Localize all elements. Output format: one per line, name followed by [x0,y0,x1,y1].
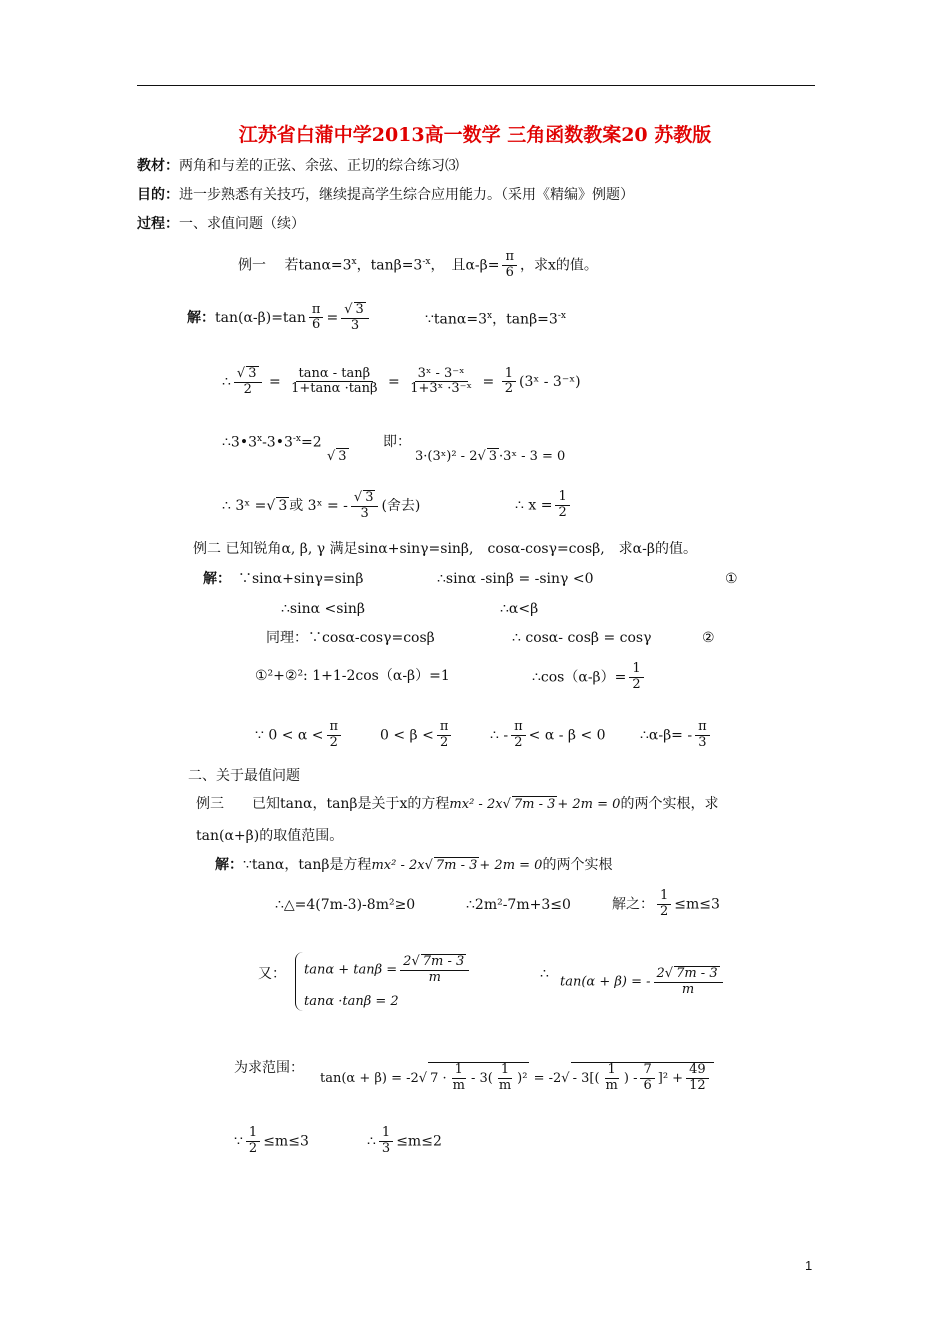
ex3-sys1-frac: $\frac{2√ 7m - 3}{m}$ [400,954,469,986]
ex3-q-b: 的两个实根，求 [620,796,719,812]
ex1-s3-right: 3·(3ˣ)² - 2√ 3 ·3ˣ - 3 = 0 [415,449,566,464]
ex2-l5c-tail: < α - β < 0 [528,727,606,744]
ex1-s1-rd: 3 [350,317,360,333]
mudi-text: 进一步熟悉有关技巧，继续提高学生综合应用能力。（采用《精编》例题） [179,187,634,203]
ex2-l5a [255,720,344,751]
ex1-s3-right-a: 3·(3ˣ)² - 2 [415,449,478,464]
ex1-q-frac [502,250,517,281]
ex3-r-in2: - 3( [470,1070,493,1086]
ex2-l5d-fn: π [695,720,710,736]
ex3-f1a: ∵ [234,1133,243,1150]
ex2-l4-fn: 1 [629,662,643,678]
ex3-final-1 [234,1126,309,1157]
ex3-r-frac3-d: m [605,1077,618,1093]
ex3-r-in6: ) - [623,1070,638,1086]
ex1-q-frac-n: π [502,250,517,266]
ex1-s1: tan(α-β)=tan [215,309,306,326]
ex1-s2-f2n: tanα - tanβ [296,367,374,383]
ex1-s1-eq: = [326,309,339,326]
ex1-s2-f3 [407,367,475,398]
ex3-r-root2: - 3[( $\frac{1}{m}$ ) - $\frac{7}{6}$ ]² + $\frac{49}{12}$ [571,1062,714,1094]
page-title: 江苏省白蒲中学2013高一数学 三角函数教案20 苏教版 [238,124,712,146]
ex1-s4-or: 或 3ˣ = - [289,497,348,514]
ex1-s4-rfrac [555,490,569,521]
ex3-r-in4: - 3 [572,1070,590,1086]
ex2-l5c-fn: π [511,720,526,736]
ex1-s3-sup1: x [256,434,263,444]
ex1-s3-right-tail: ·3ˣ - 3 = 0 [499,449,566,464]
ex1-s4-rd: 2 [558,504,567,520]
ex3-res-root: 7m - 3 [676,966,718,981]
ex1-s4-frac: $\frac{√ 3}{3}$ [351,490,379,522]
ex1-s2-therefore: ∴ [222,373,231,390]
ex1-s1-root-frac: $\frac{√ 3}{3}$ [341,302,369,334]
ex2-l4-frac [629,662,643,693]
ex3-you: 又： [258,966,286,982]
ex3-q-eq2: + 2m = 0 [557,797,621,812]
ex3-s1b: 的两个实根 [542,857,613,873]
ex3-s2a: ∴△=4(7m-3)-8m²≥0 [275,897,416,913]
ex3-s1-eq2: + 2m = 0 [479,858,543,873]
ex3-range-expr: tan(α + β) = -2√ 7 · $\frac{1}{m}$ - 3( $\frac{1}{m}$ )² = -2√ - 3[( $\frac{1}{m}$ ) - $\frac{7}{6}$ ]² + $\frac{49}{12}$ [320,1062,714,1094]
ex1-question [238,250,598,281]
ex1-q-d: ，求x的值。 [520,257,598,274]
ex1-s3-ji: 即： [383,434,411,450]
ex3-then: ∴ [540,966,549,982]
ex1-s3-root-val: 3 [338,449,347,464]
ex2-l5a-text: ∵ 0 < α < [255,727,324,744]
ex1-s3-mid: -3•3 [262,434,293,451]
ex1-q-a: 例一 若tanα=3 [238,257,352,274]
ex1-s4-she: (舍去) [381,497,421,514]
ex3-sys1-d: m [428,969,441,985]
ex3-f2-frac [379,1126,393,1157]
ex1-sol-2: ∴ $\frac{√ 3}{2}$ = $\frac{\tan\alpha - \tan\beta}{1+\tan\alpha \cdot\tan\beta}$ = $\frac{\text{3ˣ - 3⁻ˣ}}{\text{1+3ˣ ·3⁻ˣ}}$ = $\frac{1}{2}$ (3ˣ - 3⁻ˣ) [222,365,581,397]
ex3-r-root1 [428,1062,529,1094]
ex1-s1-right-sup1: x [487,311,493,321]
ex1-q-sup2: -x [422,256,431,267]
mudi-label: 目的： [137,187,179,203]
ex3-r-frac3 [603,1063,621,1094]
ex3-r-frac5 [686,1063,709,1094]
ex1-sol-1 [187,302,372,334]
ex1-s1-fd: 6 [312,317,321,333]
ex2-l5b [380,720,454,751]
ex1-s2-f1: $\frac{√ 3}{2}$ [234,366,262,398]
ex1-s3-right-root: 3 [488,449,498,464]
ex3-f1-tail: ≤m≤3 [263,1133,309,1150]
ex3-r-frac2-d: m [498,1077,512,1093]
ex3-range-label: 为求范围： [234,1060,304,1076]
jiaocai-line [137,158,459,175]
ex1-s2-f2d: 1+tanα ·tanβ [291,381,378,397]
ex3-r-a: tan(α + β) = -2 [320,1070,419,1086]
ex1-s1-rn: 3 [355,302,364,317]
jiaocai-text: 两角和与差的正弦、余弦、正切的综合练习⑶ [179,158,459,174]
ex1-s1-right-a: ∵tanα=3 [425,311,487,328]
ex3-s2c [612,889,720,920]
ex2-l4: ①²+②²: 1+1-2cos（α-β）=1 [255,668,450,684]
ex3-system-brace [295,952,472,1011]
ex3-r-frac5-d: 12 [689,1077,706,1093]
ex2-l5b-text: 0 < β < [380,727,434,744]
ex1-s4-rn: 1 [555,490,569,506]
ex2-question: 例二 已知锐角α, β, γ 满足sinα+sinγ=sinβ, cosα-cosγ=cosβ, 求α-β的值。 [193,541,697,557]
ex3-r-in1: 7 · [430,1070,447,1086]
ex3-sys1-root: 7m - 3 [422,954,465,969]
ex2-l4b [532,662,647,693]
ex2-l5b-frac [437,720,452,751]
ex3-f1-frac [246,1126,260,1157]
ex1-s4-root: 3 [278,497,288,514]
ex2-l5c [490,720,606,751]
ex2-l3b: ∴ cosα- cosβ = cosγ [512,630,652,646]
ex2-sol-label: 解： [203,571,224,587]
ex2-c2: ② [702,630,715,646]
ex3-sys1: tanα + tanβ = [304,962,398,978]
ex1-sol-label: 解： [187,309,215,326]
ex1-s2-f4n: 1 [502,367,516,383]
ex2-l2: ∴sinα <sinβ [281,601,365,617]
ex1-q-sup1: x [351,256,357,267]
ex3-r-in5: ( [594,1070,600,1086]
ex3-r-frac3-n: 1 [605,1063,619,1079]
ex3-r-frac2 [496,1063,514,1094]
ex1-s4-left: ∴ 3ˣ = [222,497,267,514]
ex2-l4-fd: 2 [632,676,641,692]
ex1-s3-root: √ 3 [327,449,347,464]
guocheng-text: 一、求值问题（续） [179,216,305,232]
ex2-l5a-fd: 2 [329,734,338,750]
ex2-l5d-frac [695,720,710,751]
ex3-result [560,966,726,998]
ex1-sol-4-right [515,490,573,521]
ex3-q-line2: tan(α+β)的取值范围。 [196,828,344,844]
ex3-f2a: ∴ [367,1133,376,1150]
ex1-sol-1-right [425,311,566,328]
ex1-q-c: ， 且α-β= [430,257,500,274]
ex1-s3-sup2: -x [292,434,301,444]
ex3-r-frac1 [450,1063,468,1094]
ex2-l5d-fd: 3 [698,734,707,750]
ex1-s1-fn: π [309,303,324,319]
ex3-s2c-tail: ≤m≤3 [674,896,720,913]
ex3-r-frac4-n: 7 [640,1063,654,1079]
ex1-s1-right-b: ，tanβ=3 [492,311,558,328]
jiaocai-label: 教材： [137,158,179,174]
ex1-s2-f4 [502,367,516,398]
ex1-s2-tail: (3ˣ - 3⁻ˣ) [518,373,581,390]
ex2-l2b: ∴α<β [500,601,539,617]
ex1-s2-f1n: 3 [248,366,257,381]
ex2-l5b-fd: 2 [439,734,449,750]
ex1-q-b: ，tanβ=3 [356,257,423,274]
ex3-s1-eq1: mx² - 2x [371,858,425,873]
ex1-s2-f1d: 2 [243,381,252,397]
header-rule [137,85,815,86]
ex1-q-frac-d: 6 [505,264,514,280]
ex3-r-frac4 [640,1063,654,1094]
ex3-r-frac1-d: m [452,1077,465,1093]
ex1-s2-f2 [288,367,380,398]
ex3-sys2: tanα ·tanβ = 2 [304,993,399,1009]
guocheng-label: 过程： [137,216,179,232]
ex3-r-frac1-n: 1 [452,1063,466,1079]
ex3-f1-fd: 2 [248,1140,258,1156]
ex3-r-frac5-n: 49 [686,1063,709,1079]
ex1-s4-fd: 3 [360,505,369,521]
ex1-s2-f4d: 2 [504,381,513,397]
ex2-l5b-fn: π [437,720,452,736]
ex2-c1: ① [725,571,738,587]
ex2-l5a-fn: π [327,720,342,736]
ex3-res-d: m [681,981,695,997]
ex2-l5c-frac [511,720,526,751]
ex2-l5a-frac [327,720,342,751]
ex3-s1a: ∵tanα，tanβ是方程 [243,857,372,873]
ex2-l5d [640,720,713,751]
ex3-f1-fn: 1 [246,1126,260,1142]
ex3-s2c-frac [657,889,671,920]
ex3-f2-tail: ≤m≤2 [396,1133,442,1150]
ex1-s3-end: =2 [301,434,322,451]
ex3-s1-root: 7m - 3 [435,858,478,873]
ex1-sol-4: ∴ 3ˣ =√ 3 或 3ˣ = - $\frac{√ 3}{3}$ (舍去) [222,490,421,521]
ex2-l5c-text: ∴ - [490,727,509,744]
ex3-res: tan(α + β) = - [560,974,651,990]
ex3-f2-fd: 3 [381,1140,391,1156]
ex1-s1-right-sup2: -x [557,311,566,321]
page-number: 1 [805,1258,813,1273]
ex3-s2c-fn: 1 [657,889,671,905]
ex3-r-eq2: = -2 [533,1070,562,1086]
ex3-f2-fn: 1 [379,1126,393,1142]
ex1-s2-f3d: 1+3ˣ ·3⁻ˣ [410,381,473,397]
ex3-q-eq1: mx² - 2x [449,797,503,812]
ex1-sol-3 [222,434,322,451]
ex3-res-frac: $\frac{2√ 7m - 3}{m}$ [654,966,723,998]
ex1-s4-fn: 3 [365,490,374,505]
ex3-s2c-fd: 2 [660,903,669,919]
ex2-l5d-text: ∴α-β= - [640,727,693,744]
ex2-l1b: ∴sinα -sinβ = -sinγ <0 [437,571,594,587]
ex3-res-n: 2 [656,966,665,981]
ex3-question: 例三 已知tanα，tanβ是关于x的方程mx² - 2x√ 7m - 3 + 2m = 0的两个实根，求 [196,796,719,812]
ex3-r-frac2-n: 1 [498,1063,512,1079]
ex3-final-2 [367,1126,442,1157]
ex3-r-frac4-d: 6 [643,1077,652,1093]
mudi-line [137,187,634,204]
ex1-s1-frac [309,303,324,334]
ex3-s2b: ∴2m²-7m+3≤0 [466,897,571,913]
ex3-r-in3: )² [517,1070,528,1086]
ex3-s2c-text: 解之： [612,896,654,913]
ex2-l1-a: ∵sinα+sinγ=sinβ [238,571,364,587]
ex1-s2-f3n: 3ˣ - 3⁻ˣ [415,367,468,383]
ex2-l5c-fd: 2 [514,734,523,750]
guocheng-line [137,216,305,233]
ex2-l3: 同理：∵cosα-cosγ=cosβ [266,630,435,646]
ex2-l1 [203,571,363,588]
ex3-sol-1: 解：∵tanα，tanβ是方程mx² - 2x√ 7m - 3 + 2m = 0的两个实根 [215,857,613,873]
ex3-sol-label: 解： [215,857,243,873]
ex3-system [295,952,472,1011]
ex3-q-root: 7m - 3 [513,797,556,812]
ex3-q-a: 例三 已知tanα，tanβ是关于x的方程 [196,796,450,812]
ex3-sys1-n: 2 [403,954,412,969]
ex1-s4-right: ∴ x = [515,497,553,514]
section-2-heading: 二、关于最值问题 [188,768,300,784]
ex1-s3-left: ∴3•3 [222,434,257,451]
ex2-l4b-a: ∴cos（α-β）= [532,669,627,686]
